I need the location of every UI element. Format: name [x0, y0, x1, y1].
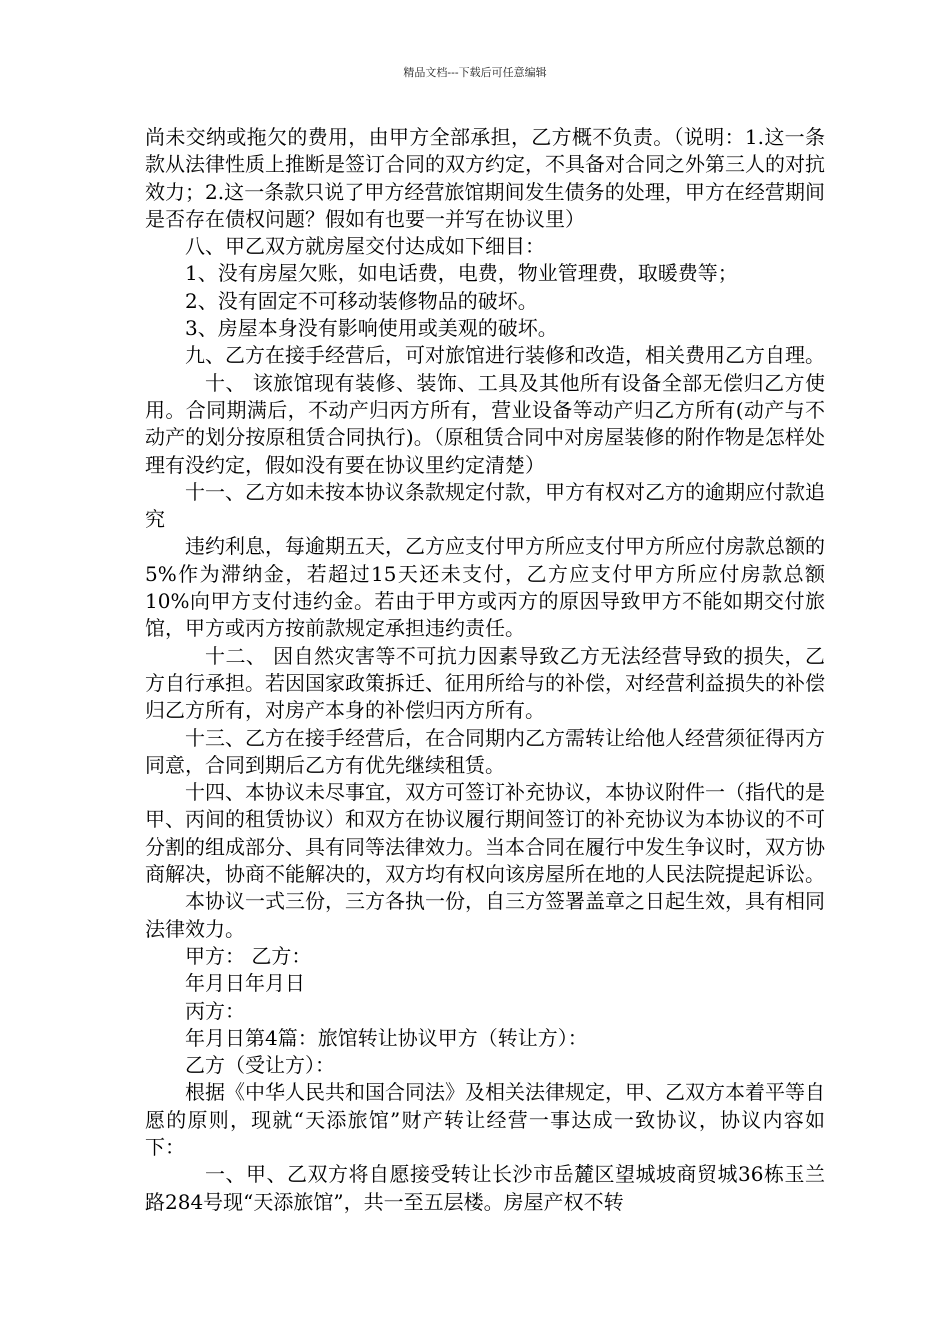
section-heading-line: 年月日第4篇：旅馆转让协议甲方（转让方）：	[185, 1025, 588, 1050]
paragraph-13: 本协议一式三份，三方各执一份，自三方签署盖章之日起生效，具有相同法律效力。	[145, 889, 825, 941]
paragraph-8: 十一、乙方如未按本协议条款规定付款，甲方有权对乙方的逾期应付款追究	[145, 479, 825, 532]
paragraph-2: 八、甲乙双方就房屋交付达成如下细目：	[185, 234, 545, 259]
paragraph-6: 九、乙方在接手经营后，可对旅馆进行装修和改造，相关费用乙方自理。	[185, 343, 825, 368]
paragraph-19: 根据《中华人民共和国合同法》及相关法律规定，甲、乙双方本着平等自愿的原则，现就“天添旅馆”财产转让经营一事达成一致协议，协议内容如下：	[145, 1080, 825, 1159]
page-header: 精品文档---下载后可任意编辑	[403, 66, 547, 79]
paragraph-7: 十、 该旅馆现有装修、装饰、工具及其他所有设备全部无偿归乙方使用。合同期满后，不动产归丙方所有，营业设备等动产归乙方所有(动产与不动产的划分按原租赁合同执行)。（原租赁合同中对房屋装修的附作物是怎样处理有没约定，假如没有要在协议里约定清楚）	[145, 370, 825, 477]
paragraph-9: 违约利息，每逾期五天，乙方应支付甲方所应支付甲方所应付房款总额的5%作为滞纳金，若超过15天还未支付，乙方应支付甲方所应付房款总额10%向甲方支付违约金。若由于甲方或丙方的原因导致甲方不能如期交付旅馆，甲方或丙方按前款规定承担违约责任。	[145, 534, 825, 641]
paragraph-3: 1、没有房屋欠账，如电话费，电费，物业管理费，取暖费等；	[185, 261, 738, 286]
party-b-line: 乙方（受让方）：	[185, 1053, 335, 1078]
paragraph-4: 2、没有固定不可移动装修物品的破坏。	[185, 288, 538, 313]
signature-line-party-a-b: 甲方： 乙方：	[185, 943, 312, 968]
paragraph-5: 3、房屋本身没有影响使用或美观的破坏。	[185, 316, 558, 341]
paragraph-10: 十二、 因自然灾害等不可抗力因素导致乙方无法经营导致的损失，乙方自行承担。若因国家政策拆迁、征用所给与的补偿，对经营利益损失的补偿归乙方所有，对房产本身的补偿归丙方所有。	[145, 643, 825, 723]
paragraph-11: 十三、乙方在接手经营后，在合同期内乙方需转让给他人经营须征得丙方同意，合同到期后乙方有优先继续租赁。	[145, 725, 825, 777]
signature-line-party-c: 丙方：	[185, 998, 245, 1023]
document-body	[145, 124, 825, 1216]
paragraph-12: 十四、本协议未尽事宜，双方可签订补充协议，本协议附件一（指代的是甲、丙间的租赁协议）和双方在协议履行期间签订的补充协议为本协议的不可分割的组成部分、具有同等法律效力。当本合同在履行中发生争议时，双方协商解决，协商不能解决的，双方均有权向该房屋所在地的人民法院提起诉讼。	[145, 780, 825, 887]
paragraph-20: 一、甲、乙双方将自愿接受转让长沙市岳麓区望城坡商贸城36栋玉兰路284号现“天添旅馆”，共一至五层楼。房屋产权不转	[145, 1162, 825, 1214]
signature-date-line: 年月日年月日	[185, 971, 305, 996]
paragraph-1: 尚未交纳或拖欠的费用，由甲方全部承担，乙方概不负责。（说明：1.这一条款从法律性质上推断是签订合同的双方约定，不具备对合同之外第三人的对抗效力；2.这一条款只说了甲方经营旅馆期间发生债务的处理，甲方在经营期间是否存在债权问题？假如有也要一并写在协议里）	[145, 125, 825, 231]
